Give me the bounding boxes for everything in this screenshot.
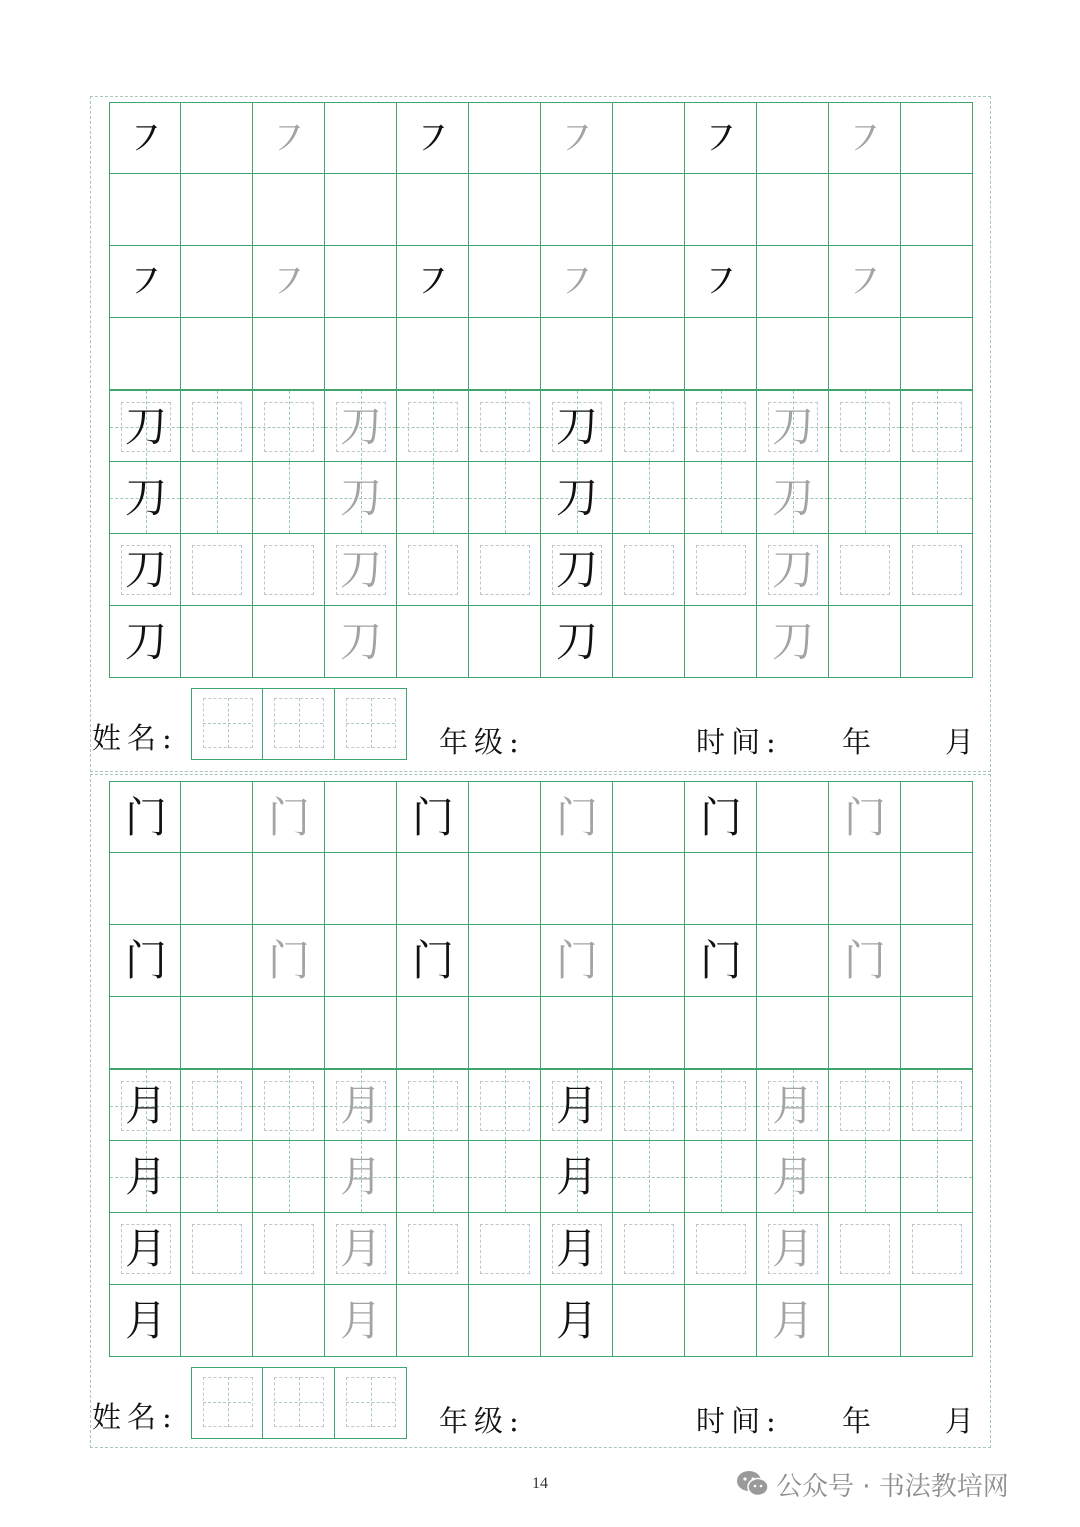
grid-cell[interactable] [325,318,397,390]
model-character: 月 [555,1224,598,1273]
grid-cell[interactable] [253,1069,325,1141]
grid-cell[interactable] [325,534,397,606]
grid-cell[interactable] [253,390,325,462]
grid-cell[interactable] [901,174,973,246]
trace-character: 月 [339,1152,382,1201]
model-character: ㇇ [124,257,167,306]
model-character: ㇇ [411,114,454,163]
grid-cell[interactable] [325,606,397,678]
grid-cell[interactable] [253,925,325,997]
grid-cell[interactable] [181,102,253,174]
grid-cell[interactable] [829,534,901,606]
grid-cell[interactable] [469,853,541,925]
grid-cell[interactable] [901,781,973,853]
grid-cell[interactable] [325,390,397,462]
grid-cell[interactable] [685,102,757,174]
grid-cell[interactable] [757,853,829,925]
grid-cell[interactable] [685,462,757,534]
name-input-boxes[interactable] [191,688,407,760]
grid-cell[interactable] [757,997,829,1069]
grid-cell[interactable] [397,1069,469,1141]
grid-cell[interactable] [613,1069,685,1141]
grid-cell[interactable] [541,997,613,1069]
grid-cell[interactable] [829,1069,901,1141]
grid-cell[interactable] [541,1213,613,1285]
model-character: ㇇ [124,114,167,163]
model-character: 刀 [124,545,167,594]
trace-character: 刀 [771,402,814,451]
grid-cell[interactable] [613,174,685,246]
grid-cell[interactable] [685,853,757,925]
trace-character: ㇇ [267,257,310,306]
name-box[interactable] [263,1368,334,1438]
grid-cell[interactable] [757,925,829,997]
trace-character: 刀 [771,473,814,522]
month-label: 月 [945,725,981,759]
trace-character: 门 [843,793,886,842]
trace-character: 刀 [771,617,814,666]
trace-character: ㇇ [555,114,598,163]
grid-cell[interactable] [613,462,685,534]
grid-cell[interactable] [613,1213,685,1285]
name-box[interactable] [192,1368,263,1438]
trace-character: ㇇ [267,114,310,163]
grid-cell[interactable] [397,606,469,678]
model-character: 月 [555,1296,598,1345]
grid-cell[interactable] [613,1285,685,1357]
trace-character: 门 [555,936,598,985]
grid-cell[interactable] [541,853,613,925]
grid-cell[interactable] [757,318,829,390]
grid-cell[interactable] [469,102,541,174]
grid-cell[interactable] [469,1069,541,1141]
trace-character: 月 [771,1224,814,1273]
grid-cell[interactable] [181,1285,253,1357]
grid-cell[interactable] [253,102,325,174]
name-box[interactable] [192,689,263,759]
grid-cell[interactable] [397,925,469,997]
grid-cell[interactable] [181,1141,253,1213]
grid-cell[interactable] [469,1285,541,1357]
model-character: 门 [411,936,454,985]
grid-cell[interactable] [109,781,181,853]
grid-cell[interactable] [757,390,829,462]
grid-cell[interactable] [685,534,757,606]
grade-label: 年级: [439,725,525,759]
model-character: 门 [124,793,167,842]
grid-cell[interactable] [397,390,469,462]
trace-character: 刀 [339,402,382,451]
grid-cell[interactable] [181,246,253,318]
grid-cell[interactable] [829,853,901,925]
model-character: 刀 [124,617,167,666]
grid-cell[interactable] [181,1069,253,1141]
page-number: 14 [532,1475,548,1492]
grid-cell[interactable] [253,1141,325,1213]
grid-cell[interactable] [325,462,397,534]
grid-cell[interactable] [757,1141,829,1213]
grid-cell[interactable] [469,174,541,246]
grid-cell[interactable] [253,246,325,318]
grid-cell[interactable] [109,1285,181,1357]
name-label: 姓名: [92,721,178,755]
grid-cell[interactable] [109,462,181,534]
grid-cell[interactable] [109,1069,181,1141]
grid-cell[interactable] [541,1069,613,1141]
grid-cell[interactable] [181,462,253,534]
grid-cell[interactable] [469,462,541,534]
grid-cell[interactable] [829,462,901,534]
grid-cell[interactable] [541,1285,613,1357]
grid-cell[interactable] [901,997,973,1069]
grid-cell[interactable] [181,390,253,462]
grid-cell[interactable] [685,606,757,678]
model-character: 月 [124,1081,167,1130]
year-label: 年 [842,1404,878,1438]
model-character: 月 [555,1081,598,1130]
grid-cell[interactable] [109,1213,181,1285]
grid-cell[interactable] [541,390,613,462]
grid-cell[interactable] [901,1285,973,1357]
grid-cell[interactable] [181,853,253,925]
name-input-boxes[interactable] [191,1367,407,1439]
grid-cell[interactable] [325,1213,397,1285]
grid-cell[interactable] [325,174,397,246]
grid-cell[interactable] [685,1069,757,1141]
watermark-text: 公众号 · 书法教培网 [776,1471,1009,1502]
grid-cell[interactable] [181,1213,253,1285]
grid-cell[interactable] [469,925,541,997]
trace-character: 刀 [339,473,382,522]
grid-cell[interactable] [325,1069,397,1141]
grid-cell[interactable] [469,318,541,390]
grid-cell[interactable] [757,606,829,678]
grid-cell[interactable] [829,318,901,390]
grid-cell[interactable] [685,246,757,318]
model-character: 刀 [555,402,598,451]
grid-cell[interactable] [757,1213,829,1285]
grid-cell[interactable] [757,1285,829,1357]
footer-row-1 [90,688,991,763]
grid-cell[interactable] [253,781,325,853]
grid-cell[interactable] [469,1141,541,1213]
grid-cell[interactable] [325,102,397,174]
grid-cell[interactable] [181,781,253,853]
grid-cell[interactable] [829,1285,901,1357]
grid-cell[interactable] [685,1213,757,1285]
grid-cell[interactable] [109,997,181,1069]
grid-cell[interactable] [109,853,181,925]
practice-grid-1 [109,102,973,678]
grid-cell[interactable] [613,534,685,606]
model-character: 月 [124,1152,167,1201]
grid-cell[interactable] [397,246,469,318]
name-box[interactable] [335,689,406,759]
grid-cell[interactable] [541,606,613,678]
grid-cell[interactable] [901,853,973,925]
trace-character: ㇇ [843,257,886,306]
grid-cell[interactable] [685,318,757,390]
grid-cell[interactable] [901,534,973,606]
trace-character: 刀 [339,545,382,594]
trace-character: 月 [339,1296,382,1345]
grid-cell[interactable] [253,1213,325,1285]
model-character: ㇇ [699,257,742,306]
grid-cell[interactable] [685,925,757,997]
watermark [736,1466,1009,1502]
grid-cell[interactable] [397,781,469,853]
grid-cell[interactable] [469,997,541,1069]
grid-cell[interactable] [829,781,901,853]
grid-cell[interactable] [613,390,685,462]
grid-cell[interactable] [685,781,757,853]
grid-cell[interactable] [181,606,253,678]
grid-cell[interactable] [109,174,181,246]
model-character: 刀 [555,545,598,594]
grid-cell[interactable] [613,1141,685,1213]
grid-cell[interactable] [613,781,685,853]
grid-cell[interactable] [109,606,181,678]
grid-cell[interactable] [325,925,397,997]
grid-cell[interactable] [757,462,829,534]
grid-cell[interactable] [541,246,613,318]
grid-cell[interactable] [685,1141,757,1213]
grid-cell[interactable] [541,781,613,853]
grid-cell[interactable] [181,174,253,246]
model-character: 月 [124,1296,167,1345]
name-box[interactable] [263,689,334,759]
grid-cell[interactable] [181,925,253,997]
grid-cell[interactable] [901,390,973,462]
grid-cell[interactable] [613,318,685,390]
grade-label: 年级: [439,1404,525,1438]
grid-cell[interactable] [901,606,973,678]
grid-cell[interactable] [829,925,901,997]
grid-cell[interactable] [253,997,325,1069]
grid-cell[interactable] [325,853,397,925]
name-box[interactable] [335,1368,406,1438]
model-character: ㇇ [411,257,454,306]
grid-cell[interactable] [901,925,973,997]
grid-cell[interactable] [685,997,757,1069]
trace-character: 门 [555,793,598,842]
grid-cell[interactable] [397,534,469,606]
grid-cell[interactable] [109,318,181,390]
grid-cell[interactable] [109,1141,181,1213]
grid-cell[interactable] [829,1141,901,1213]
grid-cell[interactable] [397,1285,469,1357]
trace-character: 刀 [771,545,814,594]
grid-cell[interactable] [325,1285,397,1357]
grid-cell[interactable] [109,390,181,462]
grid-cell[interactable] [901,318,973,390]
time-label: 时间: [696,1404,782,1438]
trace-character: 门 [843,936,886,985]
model-character: 门 [699,793,742,842]
trace-character: 月 [771,1152,814,1201]
grid-cell[interactable] [397,174,469,246]
grid-cell[interactable] [829,997,901,1069]
grid-cell[interactable] [541,534,613,606]
model-character: 门 [124,936,167,985]
grid-cell[interactable] [757,174,829,246]
trace-character: 月 [339,1081,382,1130]
grid-cell[interactable] [397,853,469,925]
practice-grid-2 [109,781,973,1357]
model-character: 刀 [124,473,167,522]
grid-cell[interactable] [613,606,685,678]
grid-cell[interactable] [757,102,829,174]
grid-cell[interactable] [253,1285,325,1357]
grid-cell[interactable] [397,102,469,174]
model-character: 月 [555,1152,598,1201]
grid-cell[interactable] [397,318,469,390]
grid-cell[interactable] [613,102,685,174]
trace-character: ㇇ [843,114,886,163]
trace-character: 门 [267,793,310,842]
grid-cell[interactable] [253,853,325,925]
grid-cell[interactable] [253,606,325,678]
trace-character: ㇇ [555,257,598,306]
grid-cell[interactable] [541,318,613,390]
grid-cell[interactable] [253,318,325,390]
grid-cell[interactable] [541,174,613,246]
month-label: 月 [945,1404,981,1438]
grid-cell[interactable] [829,1213,901,1285]
grid-cell[interactable] [397,997,469,1069]
grid-cell[interactable] [325,997,397,1069]
grid-cell[interactable] [541,102,613,174]
grid-cell[interactable] [325,781,397,853]
grid-cell[interactable] [757,781,829,853]
grid-cell[interactable] [181,318,253,390]
grid-cell[interactable] [397,1141,469,1213]
grid-cell[interactable] [397,462,469,534]
grid-cell[interactable] [541,462,613,534]
grid-cell[interactable] [109,534,181,606]
grid-cell[interactable] [253,462,325,534]
grid-cell[interactable] [253,534,325,606]
grid-cell[interactable] [829,390,901,462]
year-label: 年 [842,725,878,759]
grid-cell[interactable] [901,462,973,534]
trace-character: 月 [771,1081,814,1130]
grid-cell[interactable] [541,1141,613,1213]
grid-cell[interactable] [181,534,253,606]
grid-cell[interactable] [613,997,685,1069]
grid-cell[interactable] [469,246,541,318]
grid-cell[interactable] [397,1213,469,1285]
grid-cell[interactable] [325,1141,397,1213]
grid-cell[interactable] [469,1213,541,1285]
footer-row-2 [90,1367,991,1442]
grid-cell[interactable] [901,1213,973,1285]
model-character: 门 [411,793,454,842]
trace-character: 月 [771,1296,814,1345]
grid-cell[interactable] [469,606,541,678]
model-character: ㇇ [699,114,742,163]
grid-cell[interactable] [829,606,901,678]
grid-cell[interactable] [901,1141,973,1213]
model-character: 刀 [124,402,167,451]
grid-cell[interactable] [541,925,613,997]
trace-character: 刀 [339,617,382,666]
grid-cell[interactable] [757,246,829,318]
grid-cell[interactable] [109,102,181,174]
grid-cell[interactable] [613,246,685,318]
grid-cell[interactable] [469,534,541,606]
grid-cell[interactable] [469,781,541,853]
grid-cell[interactable] [469,390,541,462]
grid-cell[interactable] [901,102,973,174]
grid-cell[interactable] [253,174,325,246]
grid-cell[interactable] [109,246,181,318]
grid-cell[interactable] [829,102,901,174]
grid-cell[interactable] [829,246,901,318]
grid-cell[interactable] [685,390,757,462]
grid-cell[interactable] [109,925,181,997]
trace-character: 月 [339,1224,382,1273]
grid-cell[interactable] [829,174,901,246]
name-label: 姓名: [92,1400,178,1434]
grid-cell[interactable] [901,246,973,318]
grid-cell[interactable] [757,534,829,606]
grid-cell[interactable] [685,1285,757,1357]
grid-cell[interactable] [325,246,397,318]
model-character: 门 [699,936,742,985]
grid-cell[interactable] [613,853,685,925]
grid-cell[interactable] [685,174,757,246]
grid-cell[interactable] [613,925,685,997]
model-character: 月 [124,1224,167,1273]
model-character: 刀 [555,617,598,666]
grid-cell[interactable] [901,1069,973,1141]
wechat-icon [736,1469,770,1499]
trace-character: 门 [267,936,310,985]
time-label: 时间: [696,725,782,759]
grid-cell[interactable] [181,997,253,1069]
model-character: 刀 [555,473,598,522]
grid-cell[interactable] [757,1069,829,1141]
